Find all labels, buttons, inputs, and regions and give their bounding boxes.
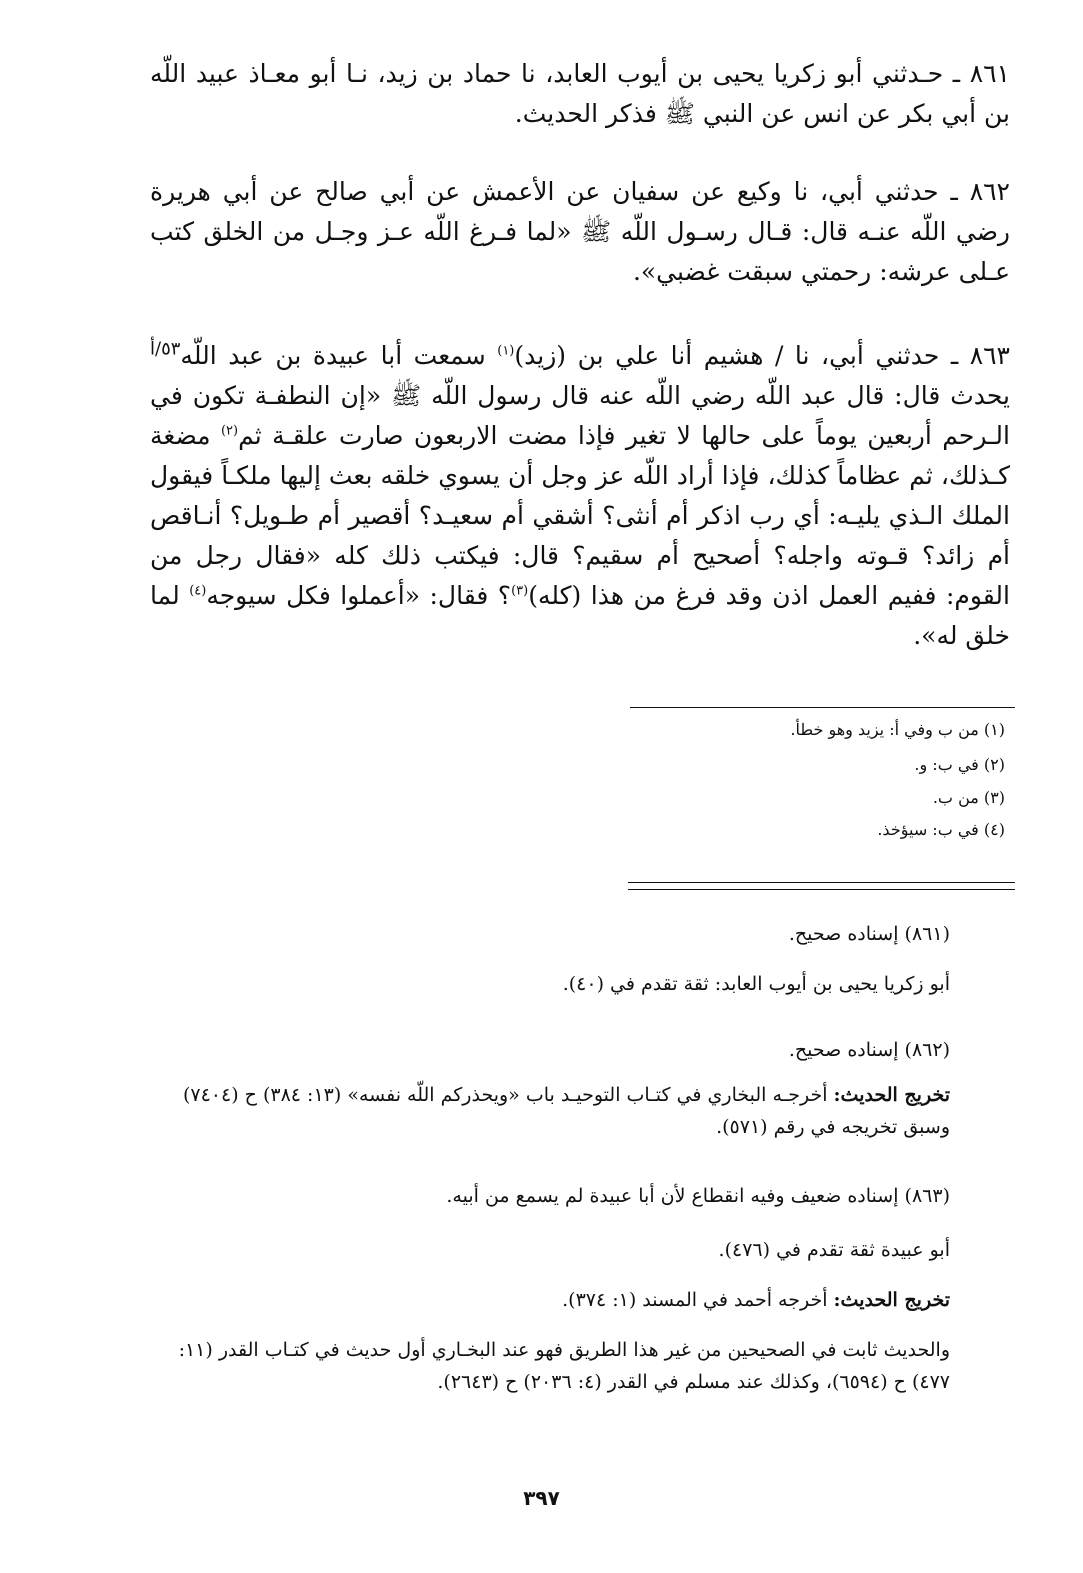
hadith-861 bbox=[150, 54, 1010, 134]
commentary-863-title: (٨٦٣) إسناده ضعيف وفيه انقطاع لأن أبا عبيدة لم يسمع من أبيه. bbox=[446, 1185, 950, 1207]
takhrij-label-862: تخريج الحديث: bbox=[833, 1084, 950, 1106]
page-number: ٣٩٧ bbox=[523, 1486, 560, 1510]
hadith-863-part-4: مضغة كـذلك، ثم عظاماً كذلك، فإذا أراد اللّه عز وجل أن يسوي خلقه بعث إليها ملكـاً فيقول الملك الـذي يليـه: أي رب اذكر أم أنثى؟ أشقي أم سعيـد؟ أقصير أم طـويل؟ أنـاقص أم زائد؟ قـوته واجله؟ أصحيح أم سقيم؟ قال: فيكتب ذلك كله «فقال رجل من القوم: ففيم العمل اذن وقد فرغ من هذا (كله) bbox=[150, 421, 1011, 610]
takhrij-label-863: تخريج الحديث: bbox=[833, 1289, 950, 1311]
footnote-3: (٣) من ب. bbox=[932, 788, 1005, 807]
hadith-862-text: ٨٦٢ ـ حدثني أبي، نا وكيع عن سفيان عن الأعمش عن أبي صالح عن أبي هريرة رضي اللّه عنـه قال: قـال رسـول اللّه ﷺ «لما فـرغ اللّه عـز وجـل من الخلق كتب عـلى عرشه: رحمتي سبقت غضبي». bbox=[150, 177, 1010, 286]
footnote-2: (٢) في ب: و. bbox=[914, 755, 1005, 774]
hadith-863-part-3: يحدث قال: قال عبد اللّه رضي اللّه عنه قال رسول اللّه ﷺ «إن النطفـة تكون في الـرحم أربعين يوماً على حالها لا تغير فإذا مضت الاربعون صارت علقـة ثم bbox=[150, 381, 1010, 450]
footnote-ref-1: (١) bbox=[497, 343, 515, 359]
commentary-863-body-3: والحديث ثابت في الصحيحين من غير هذا الطريق فهو عند البخـاري أول حديث في كتـاب القدر (١١: ٤٧٧) ح (٦٥٩٤)، وكذلك عند مسلم في القدر (٤: ٢٠٣٦) ح (٢٦٤٣). bbox=[178, 1339, 950, 1393]
commentary-divider-bottom bbox=[628, 889, 1015, 890]
commentary-862-title: (٨٦٢) إسناده صحيح. bbox=[788, 1039, 950, 1061]
commentary-863-body-1: أبو عبيدة ثقة تقدم في (٤٧٦). bbox=[718, 1239, 950, 1261]
hadith-863-text bbox=[150, 336, 1010, 656]
footnote-1: (١) من ب وفي أ: يزيد وهو خطأ. bbox=[790, 720, 1005, 739]
takhrij-text-862: أخرجـه البخاري في كتـاب التوحيـد باب «ويحذركم اللّه نفسه» (١٣: ٣٨٤) ح (٧٤٠٤) وسبق تخريجه في رقم (٥٧١). bbox=[182, 1084, 950, 1138]
commentary-863-body-2 bbox=[145, 1284, 1010, 1316]
manuscript-folio-mark: ٥٣/أ bbox=[150, 338, 181, 360]
footnote-divider bbox=[630, 707, 1015, 708]
hadith-863-part-5: ؟ فقال: «أعملوا فكل سيوجه bbox=[206, 581, 512, 610]
hadith-863 bbox=[150, 336, 1010, 656]
commentary-862-body bbox=[145, 1079, 1010, 1143]
commentary-861-title: (٨٦١) إسناده صحيح. bbox=[788, 923, 950, 945]
hadith-863-part-6: لما خلق له». bbox=[150, 581, 1010, 650]
footnote-ref-4: (٤) bbox=[189, 583, 207, 599]
footnote-ref-3: (٣) bbox=[511, 583, 529, 599]
commentary-divider-top bbox=[628, 882, 1015, 883]
footnote-4: (٤) في ب: سيؤخذ. bbox=[877, 820, 1005, 839]
commentary-861-body: أبو زكريا يحيى بن أيوب العابد: ثقة تقدم في (٤٠). bbox=[562, 973, 950, 995]
hadith-862 bbox=[150, 172, 1010, 292]
hadith-861-text: ٨٦١ ـ حـدثني أبو زكريا يحيى بن أيوب العابد، نا حماد بن زيد، نـا أبو معـاذ عبيد اللّه بن أبي بكر عن انس عن النبي ﷺ فذكر الحديث. bbox=[150, 59, 1010, 128]
hadith-863-part-2: سمعت أبا عبيدة بن عبد اللّه bbox=[180, 341, 498, 370]
hadith-863-part-1: ٨٦٣ ـ حدثني أبي، نا / هشيم أنا علي بن (زيد) bbox=[514, 341, 1010, 370]
footnote-ref-2: (٢) bbox=[220, 423, 239, 439]
takhrij-text-863: أخرجه أحمد في المسند (١: ٣٧٤). bbox=[562, 1289, 834, 1311]
